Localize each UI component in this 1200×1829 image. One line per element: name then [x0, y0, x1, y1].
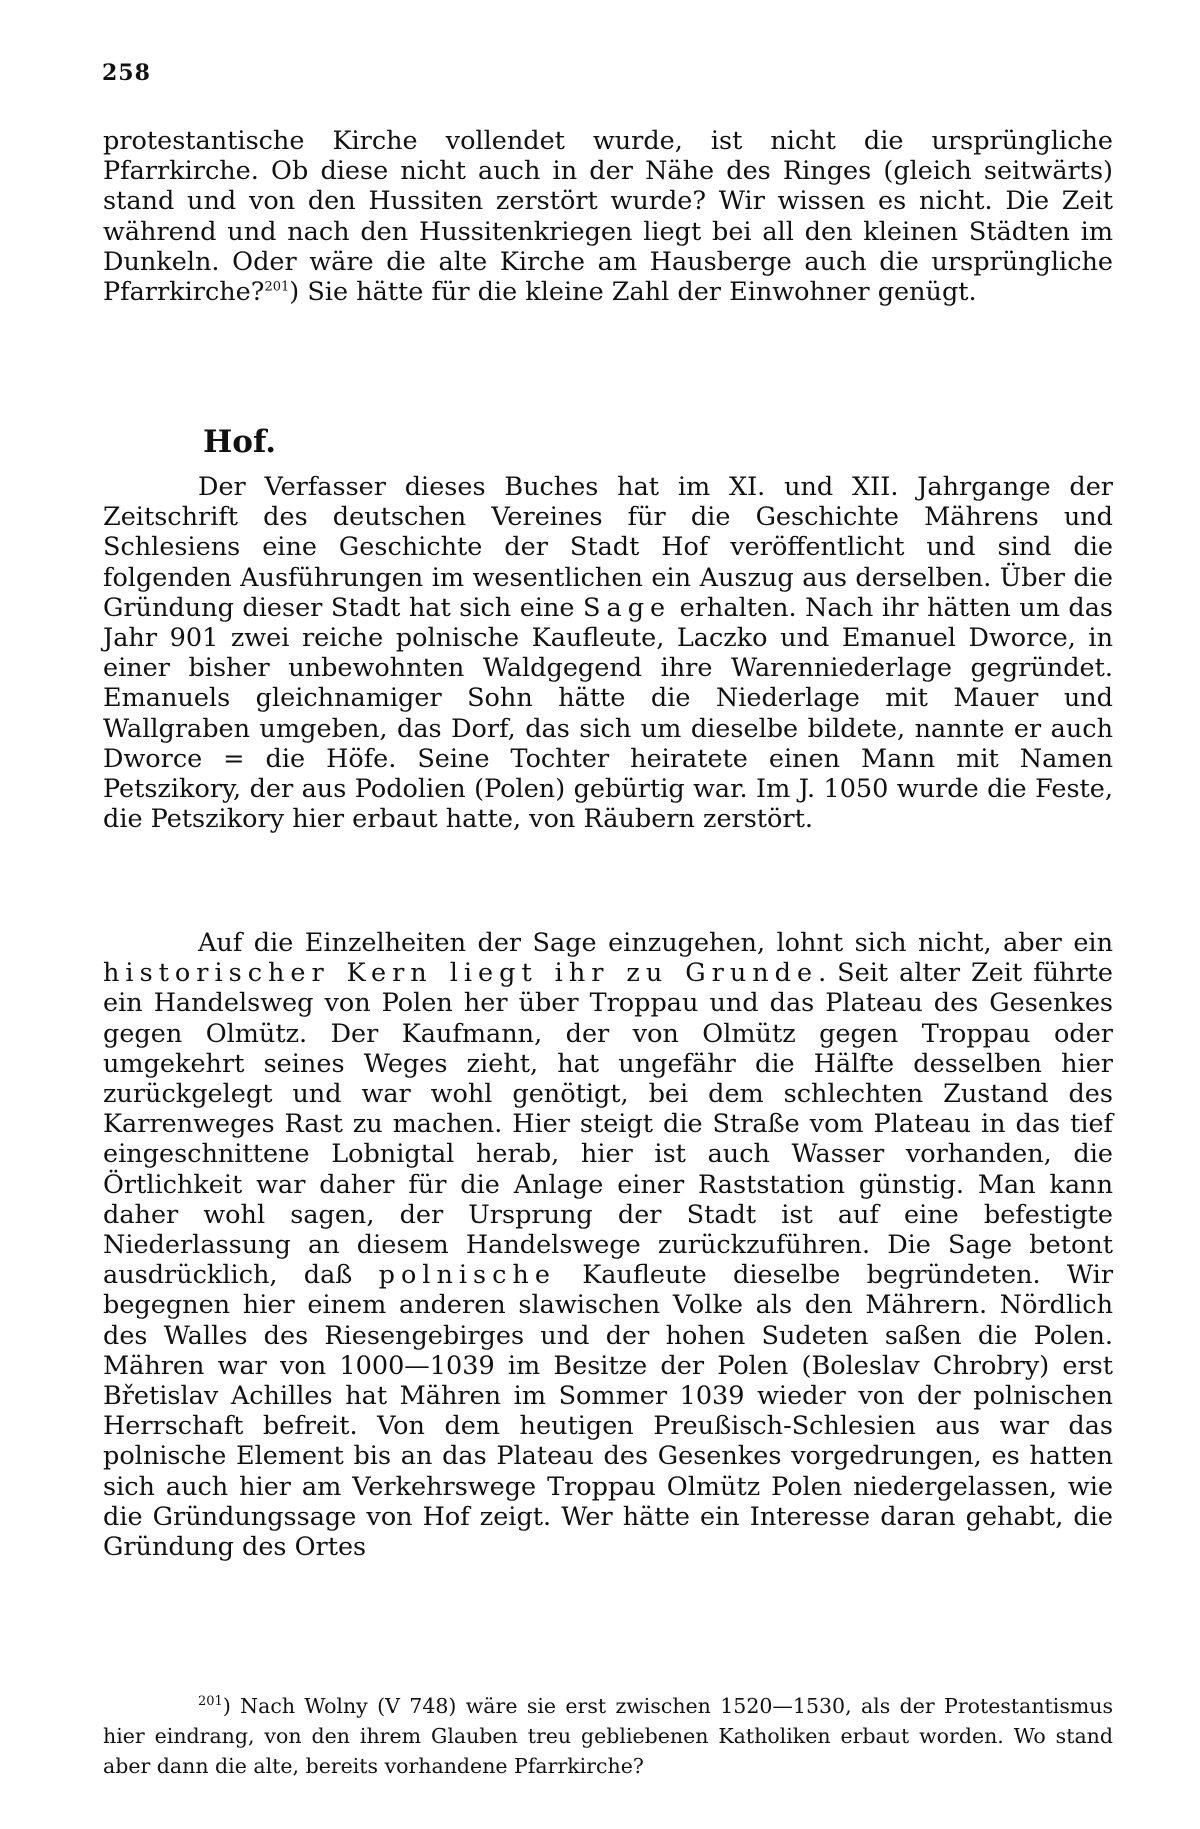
emphasized-word: Sage — [583, 592, 672, 623]
paragraph-text: erhalten. Nach ihr hätten um das Jahr 901 zwei reiche polnische Kaufleute, Laczko und Emanuel Dworce, in einer bisher unbewohnten Waldgegend ihre Warenniederlage gegründet. Emanuels gleichnamiger Sohn hätte die Niederlage mit Mauer und Wallgraben umgeben, das Dorf, das sich um dieselbe bildete, nannte er auch Dworce = die Höfe. Seine Tochter heiratete einen Mann mit Namen Petszikory, der aus Podolien (Polen) gebürtig war. Im J. 1050 wurde die Feste, die Petszikory hier erbaut hatte, von Räubern zerstört. — [103, 592, 1114, 835]
emphasized-word: polnische — [378, 1260, 556, 1291]
footnote — [103, 1691, 1113, 1781]
emphasized-phrase: historischer Kern liegt ihr zu Grunde — [103, 958, 819, 989]
section-heading: Hof. — [203, 424, 276, 460]
paragraph-text: Der Verfasser dieses Buches hat im XI. und XII. Jahrgange der Zeitschrift des deutschen Vereines für die Geschichte Mährens und Schlesiens eine Geschichte der Stadt Hof veröffentlicht und sind die folgenden Ausführungen im wesentlichen ein Auszug aus derselben. Über die Gründung dieser Stadt hat sich eine — [103, 472, 1113, 623]
paragraph-founding-legend — [103, 472, 1113, 834]
paragraph-text: . Seit alter Zeit führte ein Handelsweg von Polen her über Troppau und das Plateau des Gesenkes gegen Olmütz. Der Kaufmann, der von Olmütz gegen Troppau oder umgekehrt seines Weges zieht, hat ungefähr die Hälfte desselben hier zurückgelegt und war wohl genötigt, bei dem schlechten Zustand des Karrenweges Rast zu machen. Hier steigt die Straße vom Plateau in das tief eingeschnittene Lobnigtal herab, hier ist auch Wasser vorhanden, die Örtlichkeit war daher für die Anlage einer Raststation günstig. Man kann daher wohl sagen, der Ursprung der Stadt ist auf eine befestigte Niederlassung an diesem Handelswege zurückzuführen. Die Sage betont ausdrücklich, daß — [103, 958, 1114, 1291]
paragraph-text: protestantische Kirche vollendet wurde, ist nicht die ursprüngliche Pfarrkirche. Ob diese nicht auch in der Nähe des Ringes (gleich seitwärts) stand und von den Hussiten zerstört wurde? Wir wissen es nicht. Die Zeit während und nach den Hussitenkriegen liegt bei all den kleinen Städten im Dunkeln. Oder wäre die alte Kirche am Hausberge auch die ursprüngliche Pfarrkirche? — [103, 126, 1113, 308]
footnote-marker: 201 — [198, 1694, 223, 1710]
paragraph-text: ) Sie hätte für die kleine Zahl der Einwohner genügt. — [289, 277, 977, 308]
paragraph-continuation — [103, 126, 1113, 307]
footnote-text: ) Nach Wolny (V 748) wäre sie erst zwischen 1520—1530, als der Protestantismus hier eindrang, von den ihrem Glauben treu gebliebenen Katholiken erbaut worden. Wo stand aber dann die alte, bereits vorhandene Pfarrkirche? — [103, 1694, 1113, 1778]
paragraph-historical-core — [103, 928, 1113, 1562]
paragraph-text: Kaufleute dieselbe begründeten. Wir begegnen hier einem anderen slawischen Volke als den Mährern. Nördlich des Walles des Riesengebirges und der hohen Sudeten saßen die Polen. Mähren war von 1000—1039 im Besitze der Polen (Boleslav Chrobry) erst Břetislav Achilles hat Mähren im Sommer 1039 wieder von der polnischen Herrschaft befreit. Von dem heutigen Preußisch-Schlesien aus war das polnische Element bis an das Plateau des Gesenkes vorgedrungen, es hatten sich auch hier am Verkehrswege Troppau Olmütz Polen niedergelassen, wie die Gründungssage von Hof zeigt. Wer hätte ein Interesse daran gehabt, die Gründung des Ortes — [103, 1260, 1114, 1563]
footnote-reference: 201 — [264, 279, 290, 295]
page-number: 258 — [102, 60, 151, 86]
paragraph-text: Auf die Einzelheiten der Sage einzugehen, lohnt sich nicht, aber ein — [198, 928, 1113, 958]
